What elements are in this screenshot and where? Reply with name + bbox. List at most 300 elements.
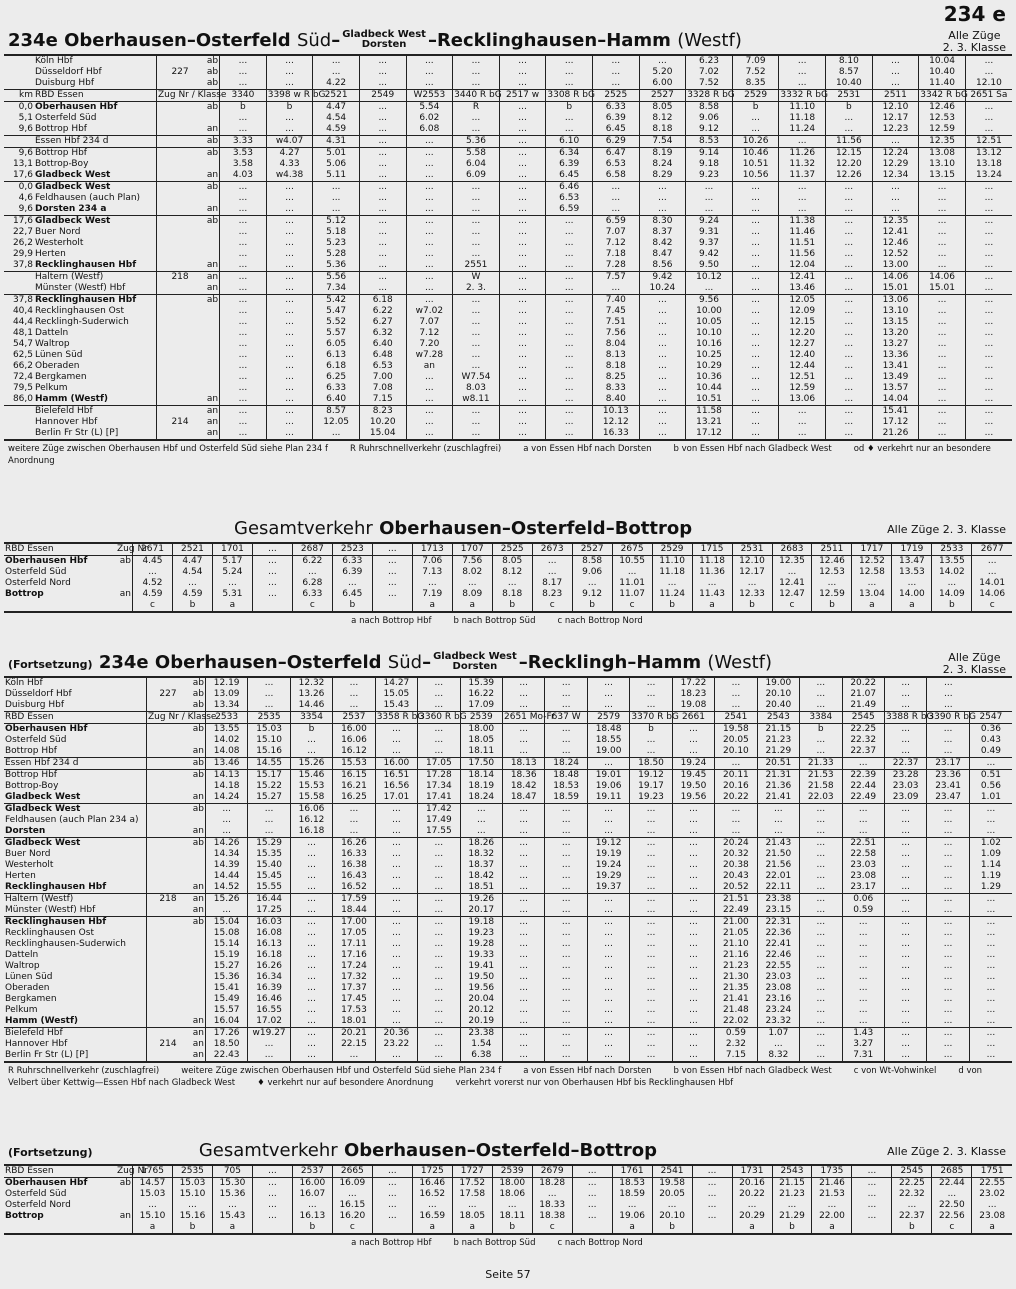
table-cell: 19.45 <box>672 770 714 782</box>
table-cell: ... <box>732 193 779 204</box>
table-cell: 18.36 <box>503 770 545 782</box>
table-cell: 15.53 <box>333 758 375 770</box>
table-cell: 16.22 <box>460 689 502 700</box>
table-cell: 6.38 <box>460 1050 502 1062</box>
table-cell: 7.34 <box>313 283 360 295</box>
table-cell: 15.17 <box>248 770 290 782</box>
table-cell: ... <box>406 55 453 67</box>
table-cell: ... <box>359 227 406 238</box>
table-cell: ab <box>203 148 220 160</box>
table-cell: ... <box>375 972 417 983</box>
table-cell: ... <box>220 227 267 238</box>
table-cell: ... <box>460 815 502 826</box>
table-cell: ... <box>220 238 267 249</box>
title-start-suffix: Süd <box>296 30 332 51</box>
table-cell: ... <box>418 894 460 906</box>
table-cell: Bottrop Hbf <box>4 770 147 782</box>
table-cell: an <box>206 283 219 293</box>
table-cell: 21.29 <box>757 746 799 758</box>
table-cell: 7.52 <box>732 67 779 78</box>
table-cell: 19.11 <box>587 792 629 804</box>
table-cell <box>157 102 204 114</box>
table-cell: 18.05 <box>460 735 502 746</box>
table-cell: ... <box>359 55 406 67</box>
table-cell: ... <box>927 804 969 816</box>
table-cell: Bottrop <box>5 1211 44 1221</box>
table-cell: 19.23 <box>460 928 502 939</box>
table-cell: ... <box>884 1005 926 1016</box>
table-cell: 18.24 <box>545 758 587 770</box>
table-cell: 12.12 <box>592 417 639 428</box>
table-cell: ... <box>969 758 1012 770</box>
table-cell: a <box>452 600 492 612</box>
table-cell: 13.27 <box>872 339 919 350</box>
page-footer: Seite 57 <box>485 1268 531 1281</box>
table-cell: ... <box>639 428 686 440</box>
table-cell: ... <box>220 113 267 124</box>
table-cell: 22.31 <box>757 917 799 929</box>
table-cell: ... <box>969 804 1012 816</box>
table-cell: ... <box>927 1039 969 1050</box>
table-row <box>4 193 1012 204</box>
table-cell: ... <box>965 361 1012 372</box>
table-cell: 5.12 <box>313 216 360 228</box>
table-cell: 16.03 <box>248 917 290 929</box>
table-cell: a <box>452 1222 492 1234</box>
table-cell: 3.53 <box>220 148 267 160</box>
table-cell: ... <box>290 1028 332 1040</box>
table-cell: ... <box>212 578 252 589</box>
table-cell: ... <box>499 238 546 249</box>
table-row <box>4 383 1012 394</box>
table-cell: ... <box>375 961 417 972</box>
table-cell: ... <box>375 871 417 882</box>
table-cell: ... <box>826 295 873 307</box>
table-cell: ... <box>290 894 332 906</box>
table-cell: Haltern (Westf) <box>34 272 157 284</box>
table-row <box>4 67 1012 78</box>
table-cell: 17.32 <box>333 972 375 983</box>
table-cell: 14.55 <box>248 758 290 770</box>
table-row <box>4 735 1012 746</box>
table-cell: 10.56 <box>732 170 779 182</box>
table-cell: 14.34 <box>205 849 247 860</box>
table-cell: ... <box>406 182 453 194</box>
table-cell: ... <box>372 578 412 589</box>
table-cell: ... <box>266 260 313 272</box>
table-cell: Recklinghausen Hbf <box>35 260 137 270</box>
table-cell: ... <box>248 826 290 838</box>
table-cell: ... <box>672 894 714 906</box>
table-cell: W <box>453 272 500 284</box>
table-cell: 15.36 <box>212 1189 252 1200</box>
table-cell: b <box>266 102 313 114</box>
table-cell: ... <box>732 249 779 260</box>
table-cell: ... <box>453 361 500 372</box>
table-cell: 19.56 <box>672 792 714 804</box>
table-cell: Buer Nord <box>35 227 81 237</box>
table-cell: 19.50 <box>460 972 502 983</box>
table-cell: 13.21 <box>686 417 733 428</box>
table-cell: ... <box>639 204 686 216</box>
table-row <box>4 758 1012 770</box>
table-row <box>4 871 1012 882</box>
footnote: weitere Züge zwischen Oberhausen Hbf und Osterfeld Süd siehe Plan 234 f <box>8 444 328 454</box>
table-cell: ... <box>812 578 852 589</box>
table-cell: ... <box>842 1016 884 1028</box>
table-cell: 22.25 <box>842 724 884 736</box>
table-cell: b <box>292 1222 332 1234</box>
table-cell: 7.40 <box>592 295 639 307</box>
table-cell: ... <box>499 417 546 428</box>
table-cell: 19.01 <box>587 770 629 782</box>
table-row <box>4 159 1012 170</box>
table-cell: 22.25 <box>892 1178 932 1190</box>
table-cell: Bottrop-Boy <box>5 781 59 791</box>
table-cell: 23.28 <box>884 770 926 782</box>
table-cell: ... <box>545 928 587 939</box>
table-cell: 21.33 <box>800 758 842 770</box>
table-cell: ... <box>757 826 799 838</box>
table-cell: ... <box>313 55 360 67</box>
table-cell: 15.14 <box>205 939 247 950</box>
table-cell: Pelkum <box>5 1005 38 1015</box>
table-cell: 15.53 <box>290 781 332 792</box>
table-cell: ... <box>872 78 919 90</box>
table-cell: 6.28 <box>292 578 332 589</box>
table-cell: 14.06 <box>872 272 919 284</box>
table-cell: 22.58 <box>842 849 884 860</box>
footnote: b nach Bottrop Süd <box>453 1238 536 1248</box>
table-cell <box>372 1222 412 1234</box>
table-cell: ... <box>375 917 417 929</box>
table-cell: ... <box>692 578 732 589</box>
table-cell: 1707 <box>452 543 492 556</box>
table-cell: 214 <box>147 1039 189 1050</box>
table-cell: 21.36 <box>757 781 799 792</box>
table-cell: ... <box>800 871 842 882</box>
table-cell: 7.07 <box>592 227 639 238</box>
table-cell: ... <box>452 1200 492 1211</box>
table-cell: ... <box>499 317 546 328</box>
table-cell: ... <box>692 1189 732 1200</box>
table-cell: 13.10 <box>919 159 966 170</box>
table-cell: 8.29 <box>639 170 686 182</box>
table-cell: 2527 <box>572 543 612 556</box>
table-cell: ... <box>630 677 672 689</box>
table-cell: 1727 <box>452 1165 492 1178</box>
table-cell: 12.34 <box>872 170 919 182</box>
table-cell: 11.40 <box>919 78 966 90</box>
table-cell: ... <box>453 227 500 238</box>
table-cell: 19.06 <box>612 1211 652 1222</box>
table-cell: ... <box>969 1039 1012 1050</box>
table-cell: ... <box>826 317 873 328</box>
table-cell: 10.40 <box>919 67 966 78</box>
table-cell: 8.58 <box>572 556 612 568</box>
table-cell <box>116 1200 133 1211</box>
title-start: Oberhausen–Osterfeld <box>64 30 291 51</box>
table-cell: 6.33 <box>592 102 639 114</box>
table-cell: ... <box>532 1189 572 1200</box>
table-cell: Zug Nr <box>117 544 148 554</box>
table-cell: ... <box>503 689 545 700</box>
table-cell: 9.56 <box>686 295 733 307</box>
table-cell: ... <box>800 928 842 939</box>
table-cell: 14.44 <box>205 871 247 882</box>
class-note: Alle Züge 2. 3. Klasse <box>887 523 1006 536</box>
table-cell: ... <box>826 372 873 383</box>
table-cell: 7.56 <box>452 556 492 568</box>
table-cell: 13.55 <box>205 724 247 736</box>
table-cell: ... <box>800 983 842 994</box>
table-cell: ... <box>375 1050 417 1062</box>
table-cell: ... <box>290 860 332 871</box>
table-cell: 18.24 <box>460 792 502 804</box>
table-cell: 6.59 <box>592 216 639 228</box>
table-cell: 218 <box>157 272 204 284</box>
table-cell: 6.34 <box>546 148 593 160</box>
table-cell: 14.46 <box>290 700 332 712</box>
table-cell: 13.24 <box>965 170 1012 182</box>
table-cell: ... <box>545 1028 587 1040</box>
table-cell: 12.41 <box>779 272 826 284</box>
table-cell: 7.12 <box>406 328 453 339</box>
table-cell: 5.42 <box>313 295 360 307</box>
table-cell: ... <box>453 339 500 350</box>
table-cell: 15.04 <box>359 428 406 440</box>
table-cell: Köln Hbf <box>35 56 73 66</box>
table-cell: 12.24 <box>872 148 919 160</box>
table-cell: 19.58 <box>715 724 757 736</box>
table-cell: ... <box>969 983 1012 994</box>
table-cell: 9.12 <box>572 589 612 600</box>
table-cell: ... <box>499 295 546 307</box>
table-cell: ... <box>965 428 1012 440</box>
table-cell: b <box>172 1222 212 1234</box>
table-cell: 5.18 <box>313 227 360 238</box>
table-cell: ... <box>503 700 545 712</box>
table-cell <box>203 249 220 260</box>
table-cell: W7.54 <box>453 372 500 383</box>
table-cell: ... <box>630 928 672 939</box>
table-cell: b <box>652 1222 692 1234</box>
table-cell: ... <box>375 724 417 736</box>
table-cell: 15.10 <box>133 1211 173 1222</box>
table-cell: ... <box>545 1005 587 1016</box>
table-row <box>4 961 1012 972</box>
table-cell: ... <box>292 1200 332 1211</box>
table-cell: a <box>972 1222 1012 1234</box>
table-cell: w4.07 <box>266 136 313 148</box>
table-cell: ... <box>418 917 460 929</box>
table-cell <box>147 905 189 917</box>
table-cell: ... <box>418 882 460 894</box>
table-cell: 6.59 <box>546 204 593 216</box>
table-cell: ... <box>406 216 453 228</box>
table-cell: 12.20 <box>826 159 873 170</box>
table-cell: 6.33 <box>292 589 332 600</box>
table-cell: ab <box>189 724 206 736</box>
table-cell: 16.46 <box>412 1178 452 1190</box>
table-cell: 37,8 <box>4 295 34 307</box>
table-cell: Hamm (Westf) <box>35 394 109 404</box>
table-cell: 7.56 <box>592 328 639 339</box>
table-cell: 12.27 <box>779 339 826 350</box>
table-cell: 1735 <box>812 1165 852 1178</box>
table-cell <box>189 983 206 994</box>
table-cell: ... <box>545 826 587 838</box>
table-cell: ... <box>375 860 417 871</box>
table-row <box>4 700 1012 712</box>
table-cell: ... <box>892 1200 932 1211</box>
table-cell: ... <box>406 383 453 394</box>
table-cell: a <box>212 600 252 612</box>
table-row <box>4 770 1012 782</box>
table-cell: ... <box>252 543 292 556</box>
table-cell: Buer Nord <box>5 849 51 859</box>
table-cell: 13.36 <box>872 350 919 361</box>
table-cell: 21.35 <box>715 983 757 994</box>
table-cell: ab <box>206 78 219 88</box>
table-cell: a <box>412 1222 452 1234</box>
table-cell: ... <box>266 193 313 204</box>
table-cell: ... <box>499 113 546 124</box>
table-cell: ... <box>639 350 686 361</box>
table-cell: 16.43 <box>333 871 375 882</box>
table-cell <box>147 994 189 1005</box>
table-cell: 66,2 <box>12 361 33 371</box>
table-cell: 20.17 <box>460 905 502 917</box>
table-cell: ... <box>248 677 290 689</box>
table-cell: ... <box>630 983 672 994</box>
table-cell: 21.50 <box>757 849 799 860</box>
table-cell: 11.32 <box>779 159 826 170</box>
table-cell: 16.52 <box>333 882 375 894</box>
table-cell: 10.12 <box>686 272 733 284</box>
table-cell: ... <box>546 55 593 67</box>
table-cell: ... <box>503 849 545 860</box>
table-cell <box>147 882 189 894</box>
table-cell: ... <box>546 383 593 394</box>
table-cell: 18.47 <box>503 792 545 804</box>
table-cell: 15.04 <box>205 917 247 929</box>
table-cell: Berlin Fr Str (L) [P] <box>35 428 119 438</box>
table-cell: 8.56 <box>639 260 686 272</box>
table-cell: Waltrop <box>5 961 40 971</box>
table-cell: ... <box>884 746 926 758</box>
table-row <box>4 1028 1012 1040</box>
table-cell: ... <box>672 838 714 850</box>
table-cell: 12.35 <box>772 556 812 568</box>
table-cell: 21.07 <box>842 689 884 700</box>
table-cell: ... <box>133 567 173 578</box>
table-cell: 9,6 <box>4 148 34 160</box>
table-cell: 13.08 <box>919 148 966 160</box>
footnote: b nach Bottrop Süd <box>453 616 536 626</box>
table-cell: 16.13 <box>292 1211 332 1222</box>
table-cell: 10.29 <box>686 361 733 372</box>
table-cell: 2531 <box>826 90 873 102</box>
table-cell: ... <box>732 578 772 589</box>
table-cell: 15.16 <box>248 746 290 758</box>
table-cell: 17.50 <box>460 758 502 770</box>
table-cell: an <box>119 589 131 599</box>
table-cell <box>4 136 34 148</box>
table-cell: 6.39 <box>332 567 372 578</box>
table-cell: 2533 <box>205 712 247 724</box>
table-cell: ... <box>412 1200 452 1211</box>
table-cell: 21.43 <box>757 838 799 850</box>
table-cell: ... <box>205 804 247 816</box>
table-cell: 5.11 <box>313 170 360 182</box>
table-cell: ... <box>927 950 969 961</box>
footnote: c von Wt-Vohwinkel <box>853 1066 937 1076</box>
table-cell: ... <box>842 972 884 983</box>
table-cell: 19.06 <box>587 781 629 792</box>
table-cell: ... <box>732 383 779 394</box>
table-cell: ... <box>499 170 546 182</box>
table-cell: 4.33 <box>266 159 313 170</box>
table-cell: 13.18 <box>965 159 1012 170</box>
table-cell: ... <box>965 204 1012 216</box>
table-cell: RBD Essen <box>4 1165 116 1178</box>
table-cell: 15.45 <box>248 871 290 882</box>
table-cell: 2541 <box>652 1165 692 1178</box>
table-cell: ... <box>639 394 686 406</box>
table-cell: ... <box>546 328 593 339</box>
table-cell: ... <box>672 1028 714 1040</box>
table-cell: ... <box>842 826 884 838</box>
table-cell: ab <box>189 804 206 816</box>
table-cell: ... <box>732 283 779 295</box>
table-cell: ... <box>927 860 969 871</box>
table-cell: ... <box>546 350 593 361</box>
table-cell: 18.11 <box>460 746 502 758</box>
table-cell: ... <box>546 406 593 418</box>
table-row <box>4 361 1012 372</box>
table-cell: ... <box>545 1050 587 1062</box>
table-cell: Zug Nr / Klasse <box>158 90 227 100</box>
table-cell <box>116 1189 133 1200</box>
table-cell: ... <box>266 216 313 228</box>
table-cell: ... <box>453 295 500 307</box>
table-cell: b <box>772 1222 812 1234</box>
table-row <box>4 394 1012 406</box>
table-cell: ... <box>266 306 313 317</box>
table-cell: ... <box>672 882 714 894</box>
table-cell: ... <box>630 961 672 972</box>
table-cell: ... <box>372 556 412 568</box>
table-cell: ... <box>919 182 966 194</box>
table-row <box>4 1039 1012 1050</box>
table-cell: 12.15 <box>779 317 826 328</box>
table-cell: 16.06 <box>290 804 332 816</box>
footnotes <box>4 1235 1012 1251</box>
table-cell: an <box>192 746 204 756</box>
table-row <box>4 272 1012 284</box>
table-cell: ... <box>220 55 267 67</box>
table-cell: ... <box>546 124 593 136</box>
table-cell: ab <box>203 136 220 148</box>
table-cell: ... <box>927 689 969 700</box>
table-cell: an <box>406 361 453 372</box>
table-cell: ... <box>630 849 672 860</box>
table-cell: Oberhausen Hbf <box>5 1178 88 1188</box>
table-cell: ... <box>800 815 842 826</box>
table-cell: 2579 <box>587 712 629 724</box>
table-cell: ... <box>359 148 406 160</box>
